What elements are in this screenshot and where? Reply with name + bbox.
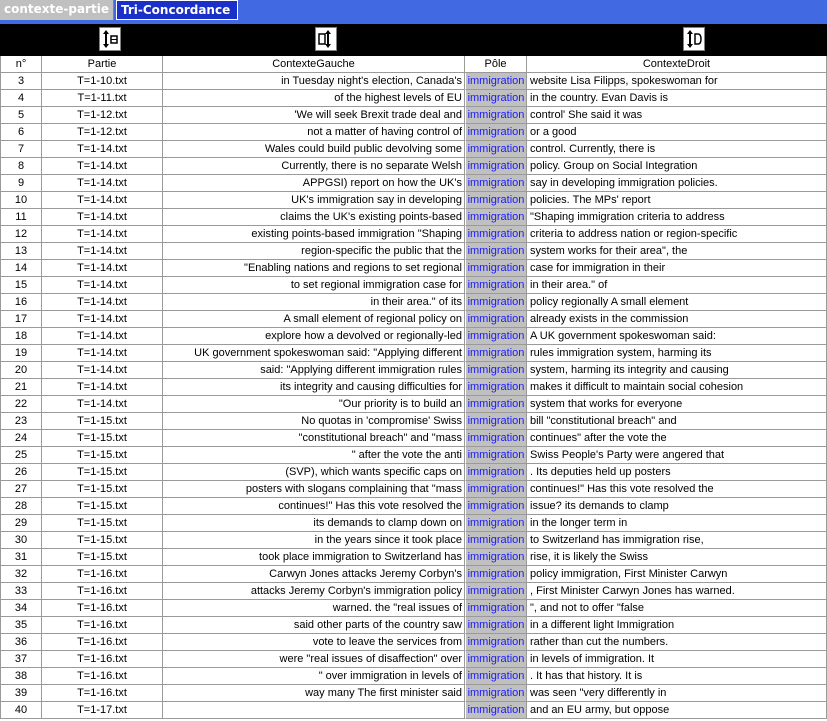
row-contexte-gauche[interactable]: were "real issues of disaffection" over [163,651,465,668]
row-contexte-gauche[interactable]: in Tuesday night's election, Canada's [163,73,465,90]
row-contexte-gauche[interactable] [163,702,465,719]
row-number[interactable]: 26 [0,464,42,481]
row-number[interactable]: 35 [0,617,42,634]
table-row[interactable] [0,379,827,396]
table-row[interactable] [0,651,827,668]
row-partie[interactable]: T=1-16.txt [42,600,163,617]
row-partie[interactable]: T=1-14.txt [42,192,163,209]
row-pole[interactable]: immigration [465,481,527,498]
row-contexte-gauche[interactable]: to set regional immigration case for [163,277,465,294]
row-partie[interactable]: T=1-16.txt [42,634,163,651]
row-contexte-droit[interactable]: and an EU army, but oppose [527,702,827,719]
row-contexte-gauche[interactable]: "constitutional breach" and "mass [163,430,465,447]
table-row[interactable] [0,294,827,311]
row-contexte-gauche[interactable]: continues!" Has this vote resolved the [163,498,465,515]
row-contexte-gauche[interactable]: APPGSI) report on how the UK's [163,175,465,192]
row-pole[interactable]: immigration [465,141,527,158]
row-contexte-gauche[interactable]: its integrity and causing difficulties for [163,379,465,396]
row-contexte-gauche[interactable]: 'We will seek Brexit trade deal and [163,107,465,124]
row-contexte-droit[interactable]: control. Currently, there is [527,141,827,158]
row-number[interactable]: 28 [0,498,42,515]
row-partie[interactable]: T=1-15.txt [42,413,163,430]
row-contexte-gauche[interactable]: of the highest levels of EU [163,90,465,107]
row-pole[interactable]: immigration [465,243,527,260]
row-pole[interactable]: immigration [465,702,527,719]
row-number[interactable]: 27 [0,481,42,498]
row-pole[interactable]: immigration [465,90,527,107]
row-contexte-droit[interactable]: in their area." of [527,277,827,294]
row-partie[interactable]: T=1-11.txt [42,90,163,107]
table-row[interactable] [0,549,827,566]
row-contexte-gauche[interactable]: UK's immigration say in developing [163,192,465,209]
row-partie[interactable]: T=1-14.txt [42,209,163,226]
row-number[interactable]: 29 [0,515,42,532]
row-contexte-gauche[interactable]: existing points-based immigration "Shaping [163,226,465,243]
row-partie[interactable]: T=1-17.txt [42,702,163,719]
row-pole[interactable]: immigration [465,328,527,345]
row-number[interactable]: 33 [0,583,42,600]
col-header-number[interactable]: n° [0,56,42,73]
table-header [0,56,827,73]
sort-right-button[interactable] [683,27,705,51]
row-partie[interactable]: T=1-15.txt [42,532,163,549]
row-partie[interactable]: T=1-12.txt [42,107,163,124]
row-number[interactable]: 16 [0,294,42,311]
row-contexte-droit[interactable]: policy regionally A small element [527,294,827,311]
row-number[interactable]: 19 [0,345,42,362]
row-pole[interactable]: immigration [465,685,527,702]
row-contexte-droit[interactable]: case for immigration in their [527,260,827,277]
row-contexte-gauche[interactable]: posters with slogans complaining that "mass [163,481,465,498]
table-row[interactable] [0,209,827,226]
table-row[interactable] [0,702,827,719]
row-partie[interactable]: T=1-14.txt [42,175,163,192]
row-number[interactable]: 20 [0,362,42,379]
row-contexte-gauche[interactable]: vote to leave the services from [163,634,465,651]
table-row[interactable] [0,175,827,192]
row-contexte-droit[interactable]: to Switzerland has immigration rise, [527,532,827,549]
row-partie[interactable]: T=1-10.txt [42,73,163,90]
table-row[interactable] [0,107,827,124]
sort-center-icon [316,28,336,50]
row-contexte-gauche[interactable]: said other parts of the country saw [163,617,465,634]
row-pole[interactable]: immigration [465,634,527,651]
table-row[interactable] [0,226,827,243]
row-partie[interactable]: T=1-14.txt [42,345,163,362]
row-contexte-droit[interactable]: control' She said it was [527,107,827,124]
row-pole[interactable]: immigration [465,617,527,634]
row-pole[interactable]: immigration [465,498,527,515]
row-partie[interactable]: T=1-14.txt [42,311,163,328]
row-partie[interactable]: T=1-14.txt [42,141,163,158]
row-pole[interactable]: immigration [465,396,527,413]
row-contexte-gauche[interactable]: warned. the "real issues of [163,600,465,617]
table-row[interactable] [0,515,827,532]
row-partie[interactable]: T=1-15.txt [42,447,163,464]
table-row[interactable] [0,192,827,209]
row-pole[interactable]: immigration [465,668,527,685]
concordance-table[interactable] [0,73,827,721]
table-row[interactable] [0,413,827,430]
row-contexte-gauche[interactable]: region-specific the public that the [163,243,465,260]
row-contexte-droit[interactable]: rather than cut the numbers. [527,634,827,651]
table-row[interactable] [0,430,827,447]
row-contexte-droit[interactable]: issue? its demands to clamp [527,498,827,515]
row-contexte-droit[interactable]: in the longer term in [527,515,827,532]
row-contexte-droit[interactable]: system that works for everyone [527,396,827,413]
row-contexte-droit[interactable]: system works for their area", the [527,243,827,260]
table-row[interactable] [0,73,827,90]
row-pole[interactable]: immigration [465,447,527,464]
row-contexte-droit[interactable]: Swiss People's Party were angered that [527,447,827,464]
row-pole[interactable]: immigration [465,464,527,481]
table-row[interactable] [0,685,827,702]
row-pole[interactable]: immigration [465,226,527,243]
row-contexte-gauche[interactable]: "Enabling nations and regions to set regional [163,260,465,277]
row-partie[interactable]: T=1-16.txt [42,583,163,600]
table-row[interactable] [0,634,827,651]
row-contexte-droit[interactable]: ", and not to offer "false [527,600,827,617]
row-pole[interactable]: immigration [465,107,527,124]
row-pole[interactable]: immigration [465,566,527,583]
row-partie[interactable]: T=1-14.txt [42,362,163,379]
row-contexte-droit[interactable]: bill "constitutional breach" and [527,413,827,430]
row-number[interactable]: 15 [0,277,42,294]
row-number[interactable]: 3 [0,73,42,90]
row-partie[interactable]: T=1-15.txt [42,515,163,532]
row-partie[interactable]: T=1-14.txt [42,277,163,294]
row-contexte-droit[interactable]: system, harming its integrity and causing [527,362,827,379]
row-partie[interactable]: T=1-15.txt [42,481,163,498]
table-row[interactable] [0,447,827,464]
row-pole[interactable]: immigration [465,277,527,294]
row-partie[interactable]: T=1-14.txt [42,328,163,345]
row-pole[interactable]: immigration [465,362,527,379]
row-number[interactable]: 13 [0,243,42,260]
row-pole[interactable]: immigration [465,209,527,226]
row-contexte-gauche[interactable]: UK government spokeswoman said: "Applying different [163,345,465,362]
row-contexte-droit[interactable]: makes it difficult to maintain social cohesion [527,379,827,396]
row-contexte-gauche[interactable]: its demands to clamp down on [163,515,465,532]
row-pole[interactable]: immigration [465,430,527,447]
row-partie[interactable]: T=1-16.txt [42,685,163,702]
row-contexte-droit[interactable]: A UK government spokeswoman said: [527,328,827,345]
row-partie[interactable]: T=1-14.txt [42,294,163,311]
sort-vertical-arrows-icon [100,28,120,50]
row-number[interactable]: 12 [0,226,42,243]
row-pole[interactable]: immigration [465,515,527,532]
row-contexte-droit[interactable]: "Shaping immigration criteria to address [527,209,827,226]
row-pole[interactable]: immigration [465,192,527,209]
row-contexte-gauche[interactable]: Wales could build public devolving some [163,141,465,158]
table-row[interactable] [0,260,827,277]
row-number[interactable]: 14 [0,260,42,277]
table-row[interactable] [0,583,827,600]
row-pole[interactable]: immigration [465,311,527,328]
table-row[interactable] [0,668,827,685]
row-pole[interactable]: immigration [465,73,527,90]
row-contexte-droit[interactable]: . It has that history. It is [527,668,827,685]
row-partie[interactable]: T=1-16.txt [42,566,163,583]
sort-left-button[interactable] [99,27,121,51]
row-contexte-gauche[interactable]: (SVP), which wants specific caps on [163,464,465,481]
table-row[interactable] [0,311,827,328]
row-pole[interactable]: immigration [465,379,527,396]
row-pole[interactable]: immigration [465,532,527,549]
col-header-contexte-droit[interactable]: ContexteDroit [527,56,827,73]
row-number[interactable]: 38 [0,668,42,685]
row-number[interactable]: 17 [0,311,42,328]
table-row[interactable] [0,617,827,634]
row-contexte-gauche[interactable]: claims the UK's existing points-based [163,209,465,226]
row-contexte-droit[interactable]: . Its deputies held up posters [527,464,827,481]
row-partie[interactable]: T=1-15.txt [42,498,163,515]
row-pole[interactable]: immigration [465,549,527,566]
row-partie[interactable]: T=1-14.txt [42,396,163,413]
row-pole[interactable]: immigration [465,413,527,430]
table-row[interactable] [0,141,827,158]
row-number[interactable]: 31 [0,549,42,566]
row-contexte-droit[interactable]: continues" after the vote the [527,430,827,447]
row-partie[interactable]: T=1-16.txt [42,651,163,668]
row-contexte-gauche[interactable]: " after the vote the anti [163,447,465,464]
table-row[interactable] [0,345,827,362]
row-pole[interactable]: immigration [465,175,527,192]
tab-tri-concordance[interactable]: Tri-Concordance [116,0,238,20]
row-contexte-gauche[interactable]: "Our priority is to build an [163,396,465,413]
row-contexte-gauche[interactable]: Currently, there is no separate Welsh [163,158,465,175]
row-partie[interactable]: T=1-15.txt [42,464,163,481]
row-contexte-droit[interactable]: already exists in the commission [527,311,827,328]
row-number[interactable]: 4 [0,90,42,107]
col-header-partie[interactable]: Partie [42,56,163,73]
row-contexte-gauche[interactable]: way many The first minister said [163,685,465,702]
row-partie[interactable]: T=1-14.txt [42,243,163,260]
row-number[interactable]: 5 [0,107,42,124]
row-partie[interactable]: T=1-12.txt [42,124,163,141]
tab-bar [0,0,827,20]
table-row[interactable] [0,362,827,379]
row-contexte-gauche[interactable]: in their area." of its [163,294,465,311]
row-pole[interactable]: immigration [465,583,527,600]
row-contexte-droit[interactable]: website Lisa Filipps, spokeswoman for [527,73,827,90]
row-contexte-gauche[interactable]: attacks Jeremy Corbyn's immigration policy [163,583,465,600]
row-contexte-droit[interactable]: criteria to address nation or region-specific [527,226,827,243]
row-partie[interactable]: T=1-14.txt [42,379,163,396]
table-row[interactable] [0,532,827,549]
row-contexte-gauche[interactable]: in the years since it took place [163,532,465,549]
table-row[interactable] [0,277,827,294]
table-row[interactable] [0,481,827,498]
row-contexte-droit[interactable]: policy. Group on Social Integration [527,158,827,175]
row-partie[interactable]: T=1-14.txt [42,260,163,277]
row-number[interactable]: 30 [0,532,42,549]
row-number[interactable]: 10 [0,192,42,209]
row-partie[interactable]: T=1-15.txt [42,430,163,447]
row-number[interactable]: 21 [0,379,42,396]
row-contexte-gauche[interactable]: explore how a devolved or regionally-led [163,328,465,345]
row-partie[interactable]: T=1-16.txt [42,668,163,685]
table-row[interactable] [0,600,827,617]
row-contexte-droit[interactable]: rules immigration system, harming its [527,345,827,362]
row-partie[interactable]: T=1-15.txt [42,549,163,566]
row-contexte-gauche[interactable]: not a matter of having control of [163,124,465,141]
table-row[interactable] [0,396,827,413]
table-row[interactable] [0,498,827,515]
table-row[interactable] [0,243,827,260]
row-partie[interactable]: T=1-16.txt [42,617,163,634]
row-contexte-droit[interactable]: or a good [527,124,827,141]
row-partie[interactable]: T=1-14.txt [42,226,163,243]
row-contexte-gauche[interactable]: No quotas in 'compromise' Swiss [163,413,465,430]
row-number[interactable]: 36 [0,634,42,651]
row-contexte-droit[interactable]: was seen "very differently in [527,685,827,702]
row-contexte-droit[interactable]: in levels of immigration. It [527,651,827,668]
row-contexte-droit[interactable]: in the country. Evan Davis is [527,90,827,107]
sort-toolbar [0,24,827,56]
row-contexte-gauche[interactable]: said: "Applying different immigration rules [163,362,465,379]
row-contexte-droit[interactable]: policy immigration, First Minister Carwyn [527,566,827,583]
row-pole[interactable]: immigration [465,345,527,362]
row-number[interactable]: 8 [0,158,42,175]
tab-contexte-partie[interactable]: contexte-partie [0,0,114,20]
row-number[interactable]: 24 [0,430,42,447]
row-number[interactable]: 18 [0,328,42,345]
sort-center-button[interactable] [315,27,337,51]
row-number[interactable]: 22 [0,396,42,413]
row-contexte-gauche[interactable]: A small element of regional policy on [163,311,465,328]
row-number[interactable]: 37 [0,651,42,668]
row-number[interactable]: 7 [0,141,42,158]
row-number[interactable]: 25 [0,447,42,464]
row-contexte-droit[interactable]: policies. The MPs' report [527,192,827,209]
row-pole[interactable]: immigration [465,651,527,668]
row-number[interactable]: 11 [0,209,42,226]
col-header-pole[interactable]: Pôle [465,56,527,73]
col-header-contexte-gauche[interactable]: ContexteGauche [163,56,465,73]
row-number[interactable]: 34 [0,600,42,617]
row-number[interactable]: 40 [0,702,42,719]
row-contexte-gauche[interactable]: Carwyn Jones attacks Jeremy Corbyn's [163,566,465,583]
row-number[interactable]: 32 [0,566,42,583]
row-number[interactable]: 23 [0,413,42,430]
row-number[interactable]: 39 [0,685,42,702]
row-pole[interactable]: immigration [465,294,527,311]
row-pole[interactable]: immigration [465,124,527,141]
row-partie[interactable]: T=1-14.txt [42,158,163,175]
row-contexte-droit[interactable]: , First Minister Carwyn Jones has warned. [527,583,827,600]
row-number[interactable]: 9 [0,175,42,192]
row-pole[interactable]: immigration [465,600,527,617]
table-row[interactable] [0,328,827,345]
table-row[interactable] [0,124,827,141]
table-row[interactable] [0,566,827,583]
table-row[interactable] [0,158,827,175]
table-row[interactable] [0,464,827,481]
row-contexte-gauche[interactable]: took place immigration to Switzerland has [163,549,465,566]
row-contexte-droit[interactable]: in a different light Immigration [527,617,827,634]
row-pole[interactable]: immigration [465,158,527,175]
table-row[interactable] [0,90,827,107]
row-contexte-droit[interactable]: continues!" Has this vote resolved the [527,481,827,498]
row-pole[interactable]: immigration [465,260,527,277]
row-number[interactable]: 6 [0,124,42,141]
row-contexte-droit[interactable]: say in developing immigration policies. [527,175,827,192]
row-contexte-droit[interactable]: rise, it is likely the Swiss [527,549,827,566]
row-contexte-gauche[interactable]: " over immigration in levels of [163,668,465,685]
sort-right-icon [684,28,704,50]
